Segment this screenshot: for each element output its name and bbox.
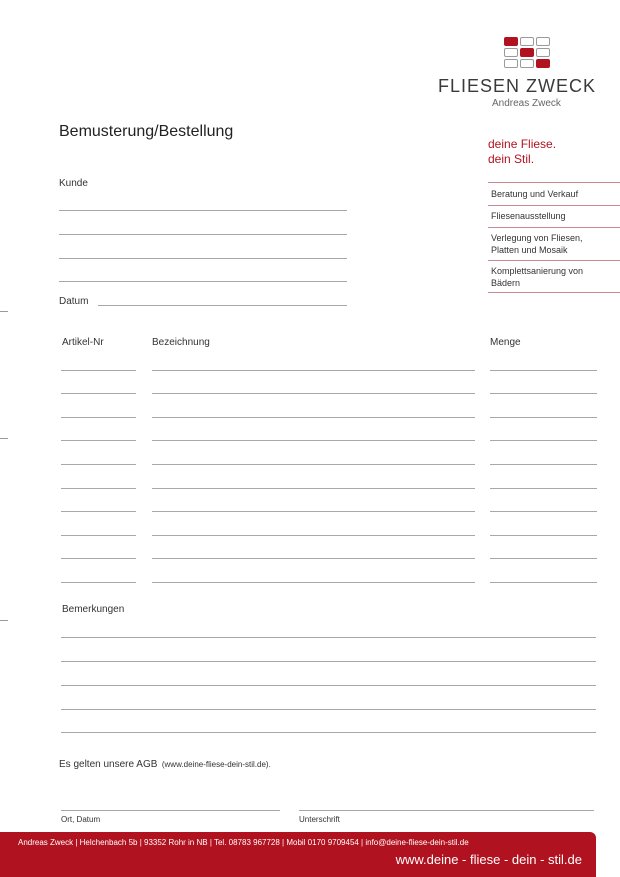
quantity-cell[interactable]: [490, 440, 597, 441]
agb-url: (www.deine-fliese-dein-stil.de).: [161, 760, 271, 769]
description-cell[interactable]: [152, 558, 475, 559]
description-cell[interactable]: [152, 464, 475, 465]
remarks-line[interactable]: [61, 661, 596, 662]
col-header-quantity: Menge: [490, 337, 521, 348]
customer-line[interactable]: [59, 281, 347, 282]
article-cell[interactable]: [61, 417, 136, 418]
description-cell[interactable]: [152, 535, 475, 536]
remarks-line[interactable]: [61, 709, 596, 710]
fold-mark: [0, 438, 8, 439]
quantity-cell[interactable]: [490, 582, 597, 583]
slogan-line-2: dein Stil.: [488, 152, 535, 166]
footer-website[interactable]: www.deine - fliese - dein - stil.de: [395, 852, 582, 867]
service-item: Verlegung von Fliesen, Platten und Mosaik: [491, 233, 583, 255]
logo-tile: [536, 37, 550, 46]
service-item: Komplettsanierung von Bädern: [491, 266, 584, 288]
customer-line[interactable]: [59, 234, 347, 235]
description-cell[interactable]: [152, 511, 475, 512]
quantity-cell[interactable]: [490, 511, 597, 512]
remarks-line[interactable]: [61, 732, 596, 733]
customer-line[interactable]: [59, 210, 347, 211]
remarks-line[interactable]: [61, 637, 596, 638]
article-cell[interactable]: [61, 535, 136, 536]
logo-tile: [520, 37, 534, 46]
col-header-article: Artikel-Nr: [62, 337, 104, 348]
customer-line[interactable]: [59, 258, 347, 259]
quantity-cell[interactable]: [490, 370, 597, 371]
quantity-cell[interactable]: [490, 417, 597, 418]
article-cell[interactable]: [61, 558, 136, 559]
quantity-cell[interactable]: [490, 535, 597, 536]
brand-owner: Andreas Zweck: [492, 98, 561, 109]
description-cell[interactable]: [152, 417, 475, 418]
article-cell[interactable]: [61, 511, 136, 512]
description-cell[interactable]: [152, 488, 475, 489]
service-item: Fliesenausstellung: [491, 211, 566, 221]
signature-line[interactable]: [299, 810, 594, 811]
agb-note: [59, 754, 271, 772]
date-label: Datum: [59, 296, 89, 307]
logo-tile: [536, 59, 550, 68]
slogan: [488, 137, 556, 167]
quantity-cell[interactable]: [490, 488, 597, 489]
article-cell[interactable]: [61, 464, 136, 465]
description-cell[interactable]: [152, 393, 475, 394]
fold-mark: [0, 311, 8, 312]
signature-label: Unterschrift: [299, 815, 340, 824]
quantity-cell[interactable]: [490, 464, 597, 465]
logo-tiles: [504, 37, 552, 70]
article-cell[interactable]: [61, 370, 136, 371]
remarks-label: Bemerkungen: [62, 604, 125, 615]
article-cell[interactable]: [61, 393, 136, 394]
logo-tile: [504, 37, 518, 46]
remarks-line[interactable]: [61, 685, 596, 686]
brand-name: FLIESEN ZWECK: [438, 76, 597, 96]
article-cell[interactable]: [61, 488, 136, 489]
slogan-line-1: deine Fliese.: [488, 137, 557, 151]
footer-contact: Andreas Zweck | Helchenbach 5b | 93352 Rohr in NB | Tel. 08783 967728 | Mobil 0170 9709454 | info@deine-fliese-dein-stil.de: [18, 838, 469, 847]
quantity-cell[interactable]: [490, 558, 597, 559]
article-cell[interactable]: [61, 440, 136, 441]
service-item: Beratung und Verkauf: [491, 189, 579, 199]
agb-text: Es gelten unsere AGB: [59, 759, 158, 770]
page-title: Bemusterung/Bestellung: [59, 123, 234, 140]
description-cell[interactable]: [152, 440, 475, 441]
description-cell[interactable]: [152, 370, 475, 371]
col-header-description: Bezeichnung: [152, 337, 210, 348]
article-cell[interactable]: [61, 582, 136, 583]
place-date-line[interactable]: [61, 810, 280, 811]
logo-tile: [536, 48, 550, 57]
logo-tile: [520, 48, 534, 57]
date-line[interactable]: [98, 305, 347, 306]
description-cell[interactable]: [152, 582, 475, 583]
place-date-label: Ort, Datum: [61, 815, 101, 824]
fold-mark: [0, 620, 8, 621]
quantity-cell[interactable]: [490, 393, 597, 394]
footer-bar: [0, 832, 596, 877]
customer-label: Kunde: [59, 178, 88, 189]
logo-tile: [504, 48, 518, 57]
logo-tile: [504, 59, 518, 68]
logo-tile: [520, 59, 534, 68]
